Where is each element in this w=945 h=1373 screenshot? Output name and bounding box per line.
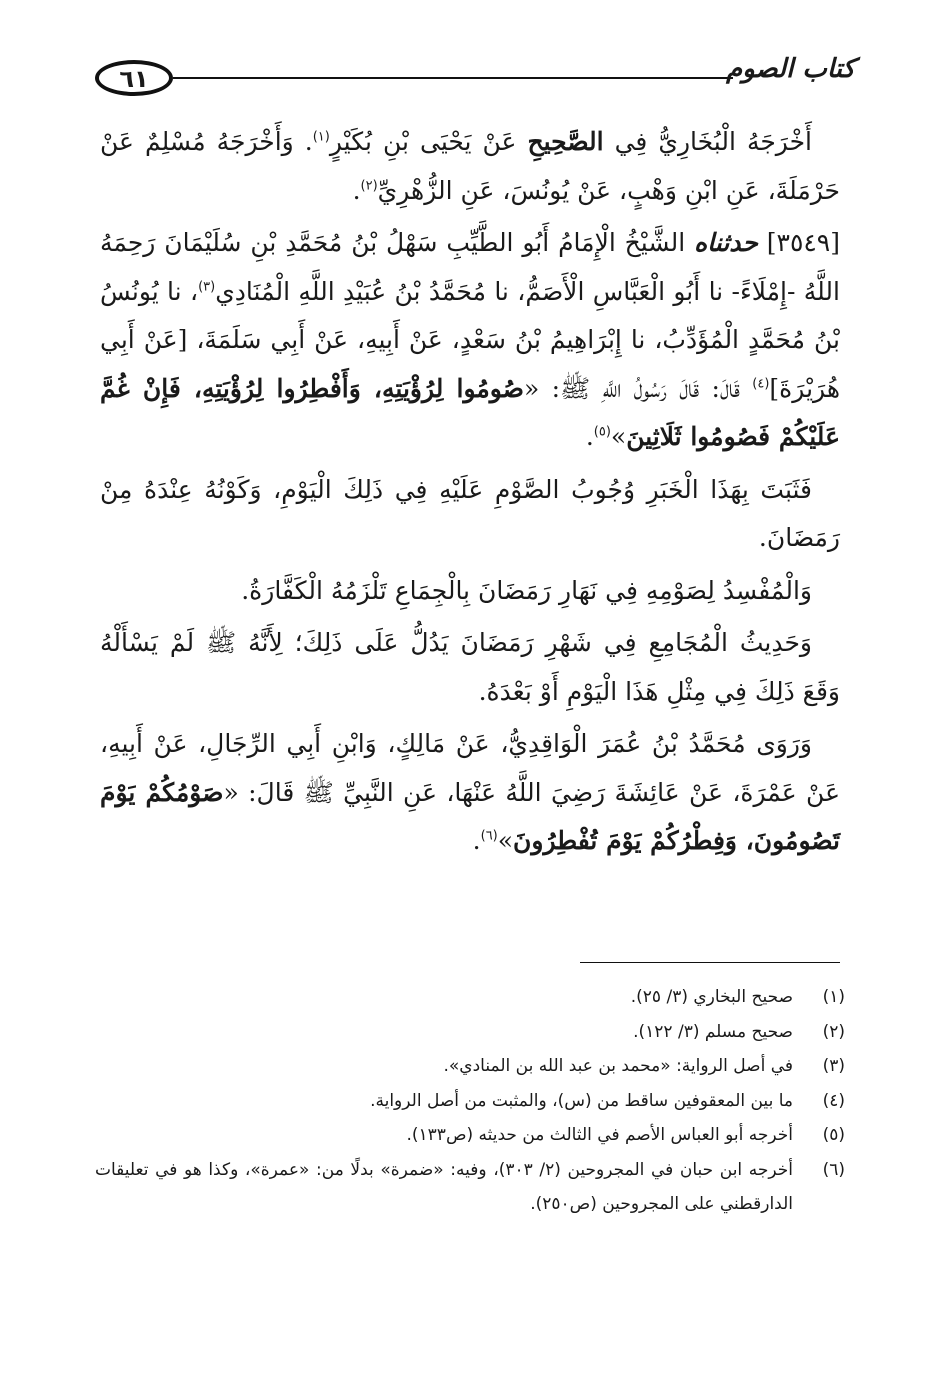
paragraph-4: وَالْمُفْسِدُ لِصَوْمِهِ فِي نَهَارِ رَمَضَانَ بِالْجِمَاعِ تَلْزَمُهُ الْكَفَّارَةُ. xyxy=(241,575,812,605)
footnote-text: ما بين المعقوفين ساقط من (س)، والمثبت من أصل الرواية. xyxy=(370,1090,793,1111)
footnote-number: (١) xyxy=(822,987,845,1007)
footnotes xyxy=(95,980,845,1222)
p6-text-c: . xyxy=(472,826,481,855)
p1-text-a: أَخْرَجَهُ الْبُخَارِيُّ فِي xyxy=(603,127,812,156)
p1-text-c: . وَأَخْرَجَهُ مُسْلِمٌ عَنْ حَرْمَلَةَ، عَنِ ابْنِ وَهْبٍ، عَنْ يُونُسَ، عَنِ الزُّهْرِيِّ xyxy=(100,127,840,205)
footnote-ref-2: (٢) xyxy=(360,178,378,194)
footnote-ref-1: (١) xyxy=(312,129,330,145)
p2-text-b: ، نا يُونُسُ بْنُ مُحَمَّدٍ الْمُؤَدِّبُ، نا إِبْرَاهِيمُ بْنُ سَعْدٍ، عَنْ أَبِيهِ، عَنْ أَبِي سَلَمَةَ، [عَنْ أَبِي هُرَيْرَةَ] xyxy=(100,276,841,403)
p6-text-a: وَرَوَى مُحَمَّدُ بْنُ عُمَرَ الْوَاقِدِيُّ، عَنْ مَالِكٍ، وَابْنِ أَبِي الرِّجَالِ، عَنْ أَبِيهِ، عَنْ عَمْرَةَ، عَنْ عَائِشَةَ رَضِيَ اللَّهُ عَنْهَا، عَنِ النَّبِيِّ ﷺ قَالَ: « xyxy=(100,729,840,807)
haddathana-word: حدثناه xyxy=(694,228,758,257)
footnote-text: في أصل الرواية: «محمد بن عبد الله بن المنادي». xyxy=(443,1056,793,1076)
p1-text-b: عَنْ يَحْيَى بْنِ بُكَيْرٍ xyxy=(329,127,528,156)
paragraph-6 xyxy=(100,720,840,866)
paragraph-3: فَثَبَتَ بِهَذَا الْخَبَرِ وُجُوبُ الصَّوْمِ عَلَيْهِ فِي ذَلِكَ الْيَوْمِ، وَكَوْنُهُ عِنْدَهُ مِنْ رَمَضَانَ. xyxy=(100,474,840,552)
footnote-ref-3: (٣) xyxy=(198,279,216,295)
footnote-separator xyxy=(580,962,840,963)
p2-prophet-saying: صُومُوا لِرُؤْيَتِهِ، وَأَفْطِرُوا لِرُؤْيَتِهِ، فَإِنْ غُمَّ عَلَيْكُمْ فَصُومُوا ثَلَاثِينَ xyxy=(100,373,840,451)
footnote-ref-6: (٦) xyxy=(480,828,498,844)
footnote-text: صحيح مسلم (٣/ ١٢٢). xyxy=(633,1021,793,1042)
footnote-number: (٣) xyxy=(822,1056,845,1076)
page-header xyxy=(95,48,855,108)
footnote-number: (٤) xyxy=(822,1090,845,1111)
footnote-6 xyxy=(95,1153,845,1222)
hadith-number: [٣٥٤٩] xyxy=(757,228,840,257)
footnote-number: (٥) xyxy=(822,1125,845,1145)
p2-text-e: . xyxy=(585,422,594,451)
p2-text-d: » xyxy=(610,422,627,451)
p6-text-b: » xyxy=(497,826,514,855)
p1-sahih: الصَّحِيحِ xyxy=(527,127,604,156)
footnote-text: صحيح البخاري (٣/ ٢٥). xyxy=(630,987,793,1007)
p6-prophet-saying: صَوْمُكُمْ يَوْمَ تَصُومُونَ، وَفِطْرُكُمْ يَوْمَ تُفْطِرُونَ xyxy=(100,777,840,855)
p2-text-c: قَالَ: قَالَ رَسُولُ اللَّهِ ﷺ: « xyxy=(523,373,753,403)
footnote-number: (٦) xyxy=(822,1159,845,1180)
book-title: كتاب الصوم xyxy=(726,54,855,84)
footnote-text: أخرجه ابن حبان في المجروحين (٢/ ٣٠٣)، وفيه: «ضمرة» بدلًا من: «عمرة»، وكذا هو في تعليقات الدارقطني على المجروحين (ص٢٥٠). xyxy=(95,1159,793,1214)
footnote-5 xyxy=(95,1118,845,1153)
main-text xyxy=(100,118,840,870)
p1-text-d: . xyxy=(352,175,361,205)
paragraph-2-hadith xyxy=(100,219,840,462)
paragraph-1 xyxy=(100,118,840,215)
paragraph-5: وَحَدِيثُ الْمُجَامِعِ فِي شَهْرِ رَمَضَانَ يَدُلُّ عَلَى ذَلِكَ؛ لِأَنَّهُ ﷺ لَمْ يَسْأَلْهُ وَقَعَ ذَلِكَ فِي مِثْلِ هَذَا الْيَوْمِ أَوْ بَعْدَهُ. xyxy=(100,628,840,706)
footnote-4 xyxy=(95,1084,845,1119)
footnote-3 xyxy=(95,1049,845,1084)
footnote-1 xyxy=(95,980,845,1015)
footnote-2 xyxy=(95,1015,845,1050)
page-number: ٦١ xyxy=(95,60,173,96)
p2-text-a: الشَّيْخُ الْإِمَامُ أَبُو الطَّيِّبِ سَهْلُ بْنُ مُحَمَّدِ بْنِ سُلَيْمَانَ رَحِمَهُ اللَّهُ -إِمْلَاءً- نا أَبُو الْعَبَّاسِ الْأَصَمُّ، نا مُحَمَّدُ بْنُ عُبَيْدِ اللَّهِ الْمُنَادِي xyxy=(100,228,840,306)
footnote-ref-5: (٥) xyxy=(593,424,611,440)
footnote-ref-4: (٤) xyxy=(752,376,770,392)
header-rule xyxy=(173,77,733,79)
footnote-text: أخرجه أبو العباس الأصم في الثالث من حديثه (ص١٣٣). xyxy=(406,1125,793,1145)
footnote-number: (٢) xyxy=(822,1021,845,1042)
